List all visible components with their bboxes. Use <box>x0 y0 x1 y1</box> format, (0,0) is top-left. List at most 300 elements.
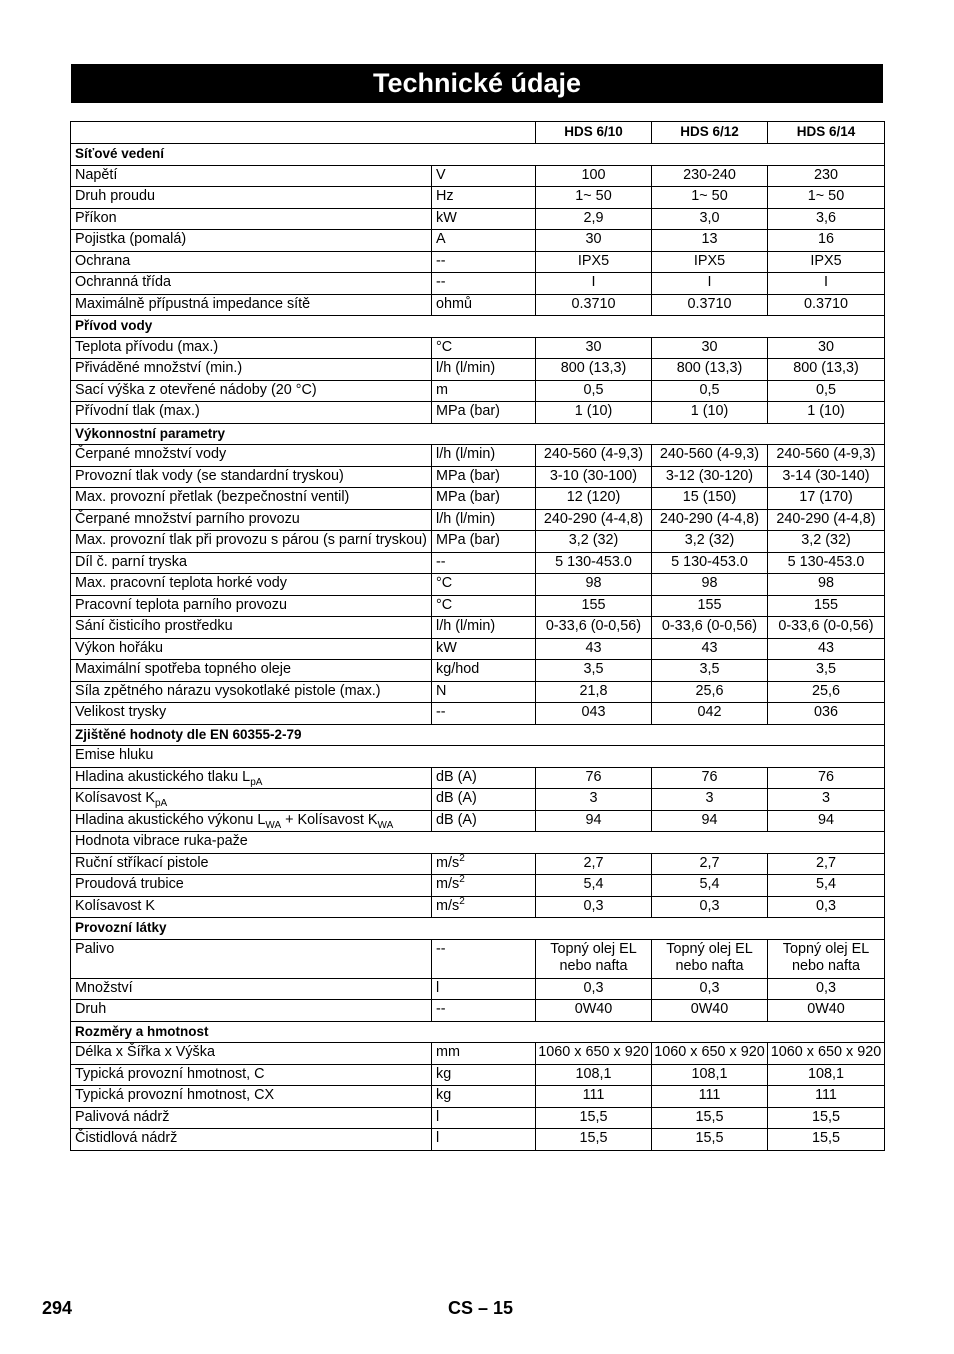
value-cell: 15,5 <box>652 1129 768 1151</box>
value-cell: 3-12 (30-120) <box>652 466 768 488</box>
table-row <box>71 187 885 209</box>
table-row <box>71 638 885 660</box>
value-cell: 240-560 (4-9,3) <box>536 445 652 467</box>
unit-cell <box>432 402 536 424</box>
value-cell: 15,5 <box>652 1107 768 1129</box>
unit-cell <box>432 273 536 295</box>
parameter-label-text: Výkon hořáku <box>75 639 163 656</box>
parameter-label-text: Kolísavost K <box>75 790 155 806</box>
value-cell: 5,4 <box>768 875 885 897</box>
unit-text: -- <box>436 940 446 957</box>
parameter-label-text: + Kolísavost K <box>281 811 378 828</box>
unit-cell <box>432 617 536 639</box>
table-row <box>71 595 885 617</box>
value-cell: Topný olej EL nebo nafta <box>536 939 652 978</box>
technical-data-table <box>70 121 885 1151</box>
parameter-label-text: Čerpané množství vody <box>75 446 227 462</box>
value-cell: 3,0 <box>652 208 768 230</box>
parameter-label-text: Hladina akustického výkonu L <box>75 811 266 828</box>
unit-cell <box>432 187 536 209</box>
parameter-label <box>71 574 432 596</box>
value-cell: 155 <box>536 595 652 617</box>
unit-text: l <box>436 1130 440 1146</box>
value-cell: 5,4 <box>536 875 652 897</box>
subsection-title: Hodnota vibrace ruka-paže <box>71 832 885 854</box>
parameter-label <box>71 1129 432 1151</box>
value-cell: 3 <box>652 789 768 811</box>
parameter-label-text: Kolísavost K <box>75 897 155 914</box>
unit-cell <box>432 978 536 1000</box>
parameter-label-text: Max. pracovní teplota horké vody <box>75 575 287 591</box>
unit-text: kg <box>436 1065 452 1082</box>
section-title: Zjištěné hodnoty dle EN 60355-2-79 <box>71 724 885 746</box>
table-row <box>71 1064 885 1086</box>
table-header-row <box>71 122 885 144</box>
column-header: HDS 6/10 <box>536 122 652 144</box>
header-blank-cell <box>71 122 536 144</box>
unit-text: kg/hod <box>436 661 480 677</box>
value-cell: 43 <box>768 638 885 660</box>
value-cell: 1 (10) <box>768 402 885 424</box>
language-page-label: CS – 15 <box>448 1298 514 1318</box>
value-cell: 0W40 <box>768 1000 885 1022</box>
unit-text: l <box>436 1108 440 1125</box>
value-cell: 76 <box>768 767 885 789</box>
parameter-label-text: Čistidlová nádrž <box>75 1130 178 1146</box>
unit-text: °C <box>436 596 453 613</box>
value-cell: IPX5 <box>536 251 652 273</box>
unit-text: MPa (bar) <box>436 467 500 484</box>
table-row <box>71 660 885 682</box>
value-cell: 98 <box>768 574 885 596</box>
parameter-label <box>71 681 432 703</box>
value-cell: 1060 x 650 x 920 <box>536 1043 652 1065</box>
unit-text: dB (A) <box>436 790 477 806</box>
parameter-label-text: Síla zpětného nárazu vysokotlaké pistole (max.) <box>75 682 381 699</box>
table-row <box>71 380 885 402</box>
unit-cell <box>432 1086 536 1108</box>
value-cell: 3,5 <box>768 660 885 682</box>
value-cell: 3 <box>536 789 652 811</box>
section-header-row <box>71 724 885 746</box>
value-cell: 800 (13,3) <box>652 359 768 381</box>
unit-text: MPa (bar) <box>436 532 500 548</box>
value-cell: 15,5 <box>536 1129 652 1151</box>
unit-text: MPa (bar) <box>436 403 500 419</box>
table-row <box>71 853 885 875</box>
unit-cell <box>432 681 536 703</box>
column-header: HDS 6/14 <box>768 122 885 144</box>
parameter-label-text: Čerpané množství parního provozu <box>75 510 300 527</box>
unit-superscript: 2 <box>459 852 465 864</box>
value-cell: 1060 x 650 x 920 <box>652 1043 768 1065</box>
unit-text: N <box>436 682 447 699</box>
value-cell: 43 <box>652 638 768 660</box>
unit-cell <box>432 595 536 617</box>
unit-cell <box>432 660 536 682</box>
table-row <box>71 165 885 187</box>
table-row <box>71 359 885 381</box>
value-cell: 240-290 (4-4,8) <box>536 509 652 531</box>
unit-text: -- <box>436 274 446 290</box>
table-row <box>71 1000 885 1022</box>
parameter-label <box>71 208 432 230</box>
unit-text: mm <box>436 1044 460 1060</box>
value-cell: 3,2 (32) <box>652 531 768 553</box>
unit-text: -- <box>436 553 446 570</box>
unit-text: kg <box>436 1087 452 1103</box>
parameter-label <box>71 1043 432 1065</box>
unit-cell <box>432 531 536 553</box>
parameter-label <box>71 466 432 488</box>
value-cell: 3,5 <box>536 660 652 682</box>
parameter-label <box>71 595 432 617</box>
unit-cell <box>432 488 536 510</box>
value-cell: IPX5 <box>652 251 768 273</box>
value-cell: 0,3 <box>768 896 885 918</box>
parameter-label-text: Množství <box>75 979 133 996</box>
table-row <box>71 552 885 574</box>
parameter-label <box>71 767 432 789</box>
parameter-label <box>71 789 432 811</box>
parameter-label <box>71 896 432 918</box>
value-cell: 15,5 <box>536 1107 652 1129</box>
value-cell: 240-560 (4-9,3) <box>652 445 768 467</box>
section-header-row <box>71 144 885 166</box>
unit-text: -- <box>436 704 446 720</box>
unit-cell <box>432 638 536 660</box>
value-cell: 108,1 <box>768 1064 885 1086</box>
value-cell: 800 (13,3) <box>536 359 652 381</box>
parameter-label-text: Maximální spotřeba topného oleje <box>75 661 291 677</box>
unit-cell <box>432 810 536 832</box>
parameter-label-text: Typická provozní hmotnost, CX <box>75 1087 275 1103</box>
parameter-label-text: Délka x Šířka x Výška <box>75 1044 215 1060</box>
value-cell: 0W40 <box>536 1000 652 1022</box>
subsection-header-row <box>71 832 885 854</box>
parameter-label-subscript: pA <box>155 797 168 809</box>
value-cell: 108,1 <box>652 1064 768 1086</box>
section-title: Rozměry a hmotnost <box>71 1021 885 1043</box>
parameter-label <box>71 359 432 381</box>
parameter-label <box>71 1064 432 1086</box>
value-cell: 1~ 50 <box>652 187 768 209</box>
unit-text: ohmů <box>436 295 472 312</box>
parameter-label-text: Díl č. parní tryska <box>75 553 187 570</box>
value-cell: 0-33,6 (0-0,56) <box>536 617 652 639</box>
parameter-label-text: Proudová trubice <box>75 876 184 892</box>
value-cell: 240-290 (4-4,8) <box>768 509 885 531</box>
parameter-label-text: Ochrana <box>75 252 131 269</box>
unit-text: l/h (l/min) <box>436 618 496 634</box>
unit-cell <box>432 294 536 316</box>
page-title: Technické údaje <box>71 64 883 103</box>
unit-cell <box>432 1043 536 1065</box>
unit-cell <box>432 466 536 488</box>
value-cell: 0,3 <box>652 978 768 1000</box>
table-row <box>71 531 885 553</box>
unit-text: Hz <box>436 188 454 204</box>
value-cell: I <box>536 273 652 295</box>
parameter-label-text: Druh <box>75 1001 107 1017</box>
parameter-label-subscript: pA <box>250 776 263 788</box>
table-row <box>71 617 885 639</box>
value-cell: 036 <box>768 703 885 725</box>
unit-text: -- <box>436 1001 446 1017</box>
value-cell: 43 <box>536 638 652 660</box>
table-row <box>71 574 885 596</box>
value-cell: 0,3 <box>652 896 768 918</box>
value-cell: 155 <box>768 595 885 617</box>
unit-cell <box>432 1000 536 1022</box>
parameter-label-text: Sání čisticího prostředku <box>75 618 233 634</box>
parameter-label <box>71 402 432 424</box>
table-row <box>71 939 885 978</box>
section-title: Výkonnostní parametry <box>71 423 885 445</box>
value-cell: 3,2 (32) <box>536 531 652 553</box>
unit-text: V <box>436 166 446 183</box>
parameter-label <box>71 810 432 832</box>
parameter-label <box>71 552 432 574</box>
section-title: Provozní látky <box>71 918 885 940</box>
value-cell: 043 <box>536 703 652 725</box>
table-row <box>71 875 885 897</box>
unit-text: m <box>436 381 448 398</box>
unit-cell <box>432 380 536 402</box>
value-cell: 5,4 <box>652 875 768 897</box>
parameter-label-text: Přiváděné množství (min.) <box>75 360 243 376</box>
table-row <box>71 810 885 832</box>
section-title: Přívod vody <box>71 316 885 338</box>
value-cell: 30 <box>536 230 652 252</box>
table-row <box>71 251 885 273</box>
parameter-label-text: Typická provozní hmotnost, C <box>75 1065 265 1082</box>
unit-cell <box>432 337 536 359</box>
unit-cell <box>432 767 536 789</box>
table-row <box>71 978 885 1000</box>
parameter-label-text: Pojistka (pomalá) <box>75 231 187 247</box>
value-cell: 30 <box>652 337 768 359</box>
value-cell: 98 <box>652 574 768 596</box>
table-row <box>71 294 885 316</box>
parameter-label <box>71 617 432 639</box>
value-cell: 111 <box>652 1086 768 1108</box>
value-cell: IPX5 <box>768 251 885 273</box>
parameter-label-text: Max. provozní tlak při provozu s párou (s parní tryskou) <box>75 532 427 548</box>
unit-text: A <box>436 231 446 247</box>
value-cell: 100 <box>536 165 652 187</box>
table-row <box>71 488 885 510</box>
technical-data-body <box>71 122 885 1151</box>
parameter-label-text: Ochranná třída <box>75 274 171 290</box>
table-row <box>71 230 885 252</box>
subsection-title: Emise hluku <box>71 746 885 768</box>
unit-text: l/h (l/min) <box>436 360 496 376</box>
parameter-label <box>71 509 432 531</box>
parameter-label <box>71 187 432 209</box>
unit-cell <box>432 1064 536 1086</box>
parameter-label <box>71 1107 432 1129</box>
unit-text: m/s <box>436 897 460 914</box>
unit-text: l/h (l/min) <box>436 510 496 527</box>
unit-cell <box>432 703 536 725</box>
value-cell: 1~ 50 <box>768 187 885 209</box>
value-cell: 230-240 <box>652 165 768 187</box>
value-cell: 76 <box>536 767 652 789</box>
table-row <box>71 509 885 531</box>
parameter-label <box>71 488 432 510</box>
unit-cell <box>432 165 536 187</box>
parameter-label <box>71 978 432 1000</box>
value-cell: 0-33,6 (0-0,56) <box>768 617 885 639</box>
parameter-label <box>71 939 432 978</box>
parameter-label-text: Ruční stříkací pistole <box>75 854 209 871</box>
value-cell: 5 130-453.0 <box>768 552 885 574</box>
parameter-label-text: Maximálně přípustná impedance sítě <box>75 295 311 312</box>
value-cell: 108,1 <box>536 1064 652 1086</box>
value-cell: 2,7 <box>652 853 768 875</box>
parameter-label-subscript: WA <box>265 819 282 831</box>
table-row <box>71 789 885 811</box>
value-cell: 30 <box>768 337 885 359</box>
subsection-header-row <box>71 746 885 768</box>
value-cell: 94 <box>652 810 768 832</box>
parameter-label-text: Teplota přívodu (max.) <box>75 338 219 355</box>
table-row <box>71 1043 885 1065</box>
value-cell: 230 <box>768 165 885 187</box>
parameter-label-text: Sací výška z otevřené nádoby (20 °C) <box>75 381 317 398</box>
parameter-label-text: Pracovní teplota parního provozu <box>75 596 287 613</box>
value-cell: 16 <box>768 230 885 252</box>
parameter-label-text: Příkon <box>75 209 117 226</box>
value-cell: 0,5 <box>652 380 768 402</box>
value-cell: 0W40 <box>652 1000 768 1022</box>
parameter-label <box>71 853 432 875</box>
unit-text: m/s <box>436 854 460 871</box>
page-number: 294 <box>42 1298 73 1318</box>
parameter-label-text: Velikost trysky <box>75 704 167 720</box>
parameter-label-text: Palivová nádrž <box>75 1108 170 1125</box>
value-cell: 1 (10) <box>652 402 768 424</box>
value-cell: 94 <box>536 810 652 832</box>
unit-text: dB (A) <box>436 811 477 828</box>
unit-text: -- <box>436 252 446 269</box>
unit-cell <box>432 875 536 897</box>
table-row <box>71 337 885 359</box>
unit-cell <box>432 1107 536 1129</box>
value-cell: 5 130-453.0 <box>652 552 768 574</box>
table-row <box>71 273 885 295</box>
section-header-row <box>71 1021 885 1043</box>
table-row <box>71 1086 885 1108</box>
parameter-label <box>71 380 432 402</box>
unit-superscript: 2 <box>459 874 465 886</box>
table-row <box>71 896 885 918</box>
unit-text: kW <box>436 639 457 656</box>
value-cell: I <box>768 273 885 295</box>
value-cell: 1 (10) <box>536 402 652 424</box>
table-row <box>71 1107 885 1129</box>
parameter-label <box>71 273 432 295</box>
value-cell: 2,7 <box>768 853 885 875</box>
parameter-label <box>71 294 432 316</box>
parameter-label-text: Hladina akustického tlaku L <box>75 768 251 785</box>
table-row <box>71 681 885 703</box>
value-cell: 0,3 <box>536 896 652 918</box>
parameter-label-text: Provozní tlak vody (se standardní tryskou) <box>75 467 344 484</box>
value-cell: 3 <box>768 789 885 811</box>
value-cell: Topný olej EL nebo nafta <box>768 939 885 978</box>
parameter-label-text: Druh proudu <box>75 188 155 204</box>
unit-cell <box>432 552 536 574</box>
value-cell: 240-560 (4-9,3) <box>768 445 885 467</box>
table-row <box>71 703 885 725</box>
parameter-label <box>71 445 432 467</box>
section-header-row <box>71 316 885 338</box>
unit-text: MPa (bar) <box>436 489 500 505</box>
unit-cell <box>432 445 536 467</box>
value-cell: 0,3 <box>536 978 652 1000</box>
unit-cell <box>432 359 536 381</box>
value-cell: 5 130-453.0 <box>536 552 652 574</box>
parameter-label-text: Palivo <box>75 940 115 957</box>
parameter-label-text: Napětí <box>75 166 118 183</box>
value-cell: 76 <box>652 767 768 789</box>
unit-superscript: 2 <box>459 895 465 907</box>
value-cell: 3,5 <box>652 660 768 682</box>
section-header-row <box>71 918 885 940</box>
parameter-label-subscript: WA <box>377 819 394 831</box>
table-row <box>71 208 885 230</box>
unit-cell <box>432 208 536 230</box>
unit-text: dB (A) <box>436 768 477 785</box>
value-cell: 0.3710 <box>652 294 768 316</box>
unit-text: kW <box>436 209 457 226</box>
value-cell: 0.3710 <box>768 294 885 316</box>
parameter-label <box>71 660 432 682</box>
value-cell: I <box>652 273 768 295</box>
unit-text: °C <box>436 575 453 591</box>
unit-cell <box>432 574 536 596</box>
parameter-label <box>71 337 432 359</box>
column-header: HDS 6/12 <box>652 122 768 144</box>
value-cell: 15,5 <box>768 1129 885 1151</box>
table-row <box>71 445 885 467</box>
parameter-label <box>71 531 432 553</box>
unit-cell <box>432 251 536 273</box>
value-cell: 0,3 <box>768 978 885 1000</box>
value-cell: 111 <box>768 1086 885 1108</box>
parameter-label <box>71 703 432 725</box>
parameter-label <box>71 638 432 660</box>
parameter-label <box>71 1000 432 1022</box>
value-cell: 2,9 <box>536 208 652 230</box>
value-cell: 3-14 (30-140) <box>768 466 885 488</box>
table-row <box>71 402 885 424</box>
value-cell: 12 (120) <box>536 488 652 510</box>
unit-text: m/s <box>436 876 460 892</box>
value-cell: 98 <box>536 574 652 596</box>
parameter-label-text: Přívodní tlak (max.) <box>75 403 200 419</box>
parameter-label <box>71 875 432 897</box>
unit-text: l/h (l/min) <box>436 446 496 462</box>
section-header-row <box>71 423 885 445</box>
value-cell: 155 <box>652 595 768 617</box>
unit-cell <box>432 853 536 875</box>
value-cell: 0.3710 <box>536 294 652 316</box>
value-cell: 25,6 <box>768 681 885 703</box>
unit-cell <box>432 939 536 978</box>
